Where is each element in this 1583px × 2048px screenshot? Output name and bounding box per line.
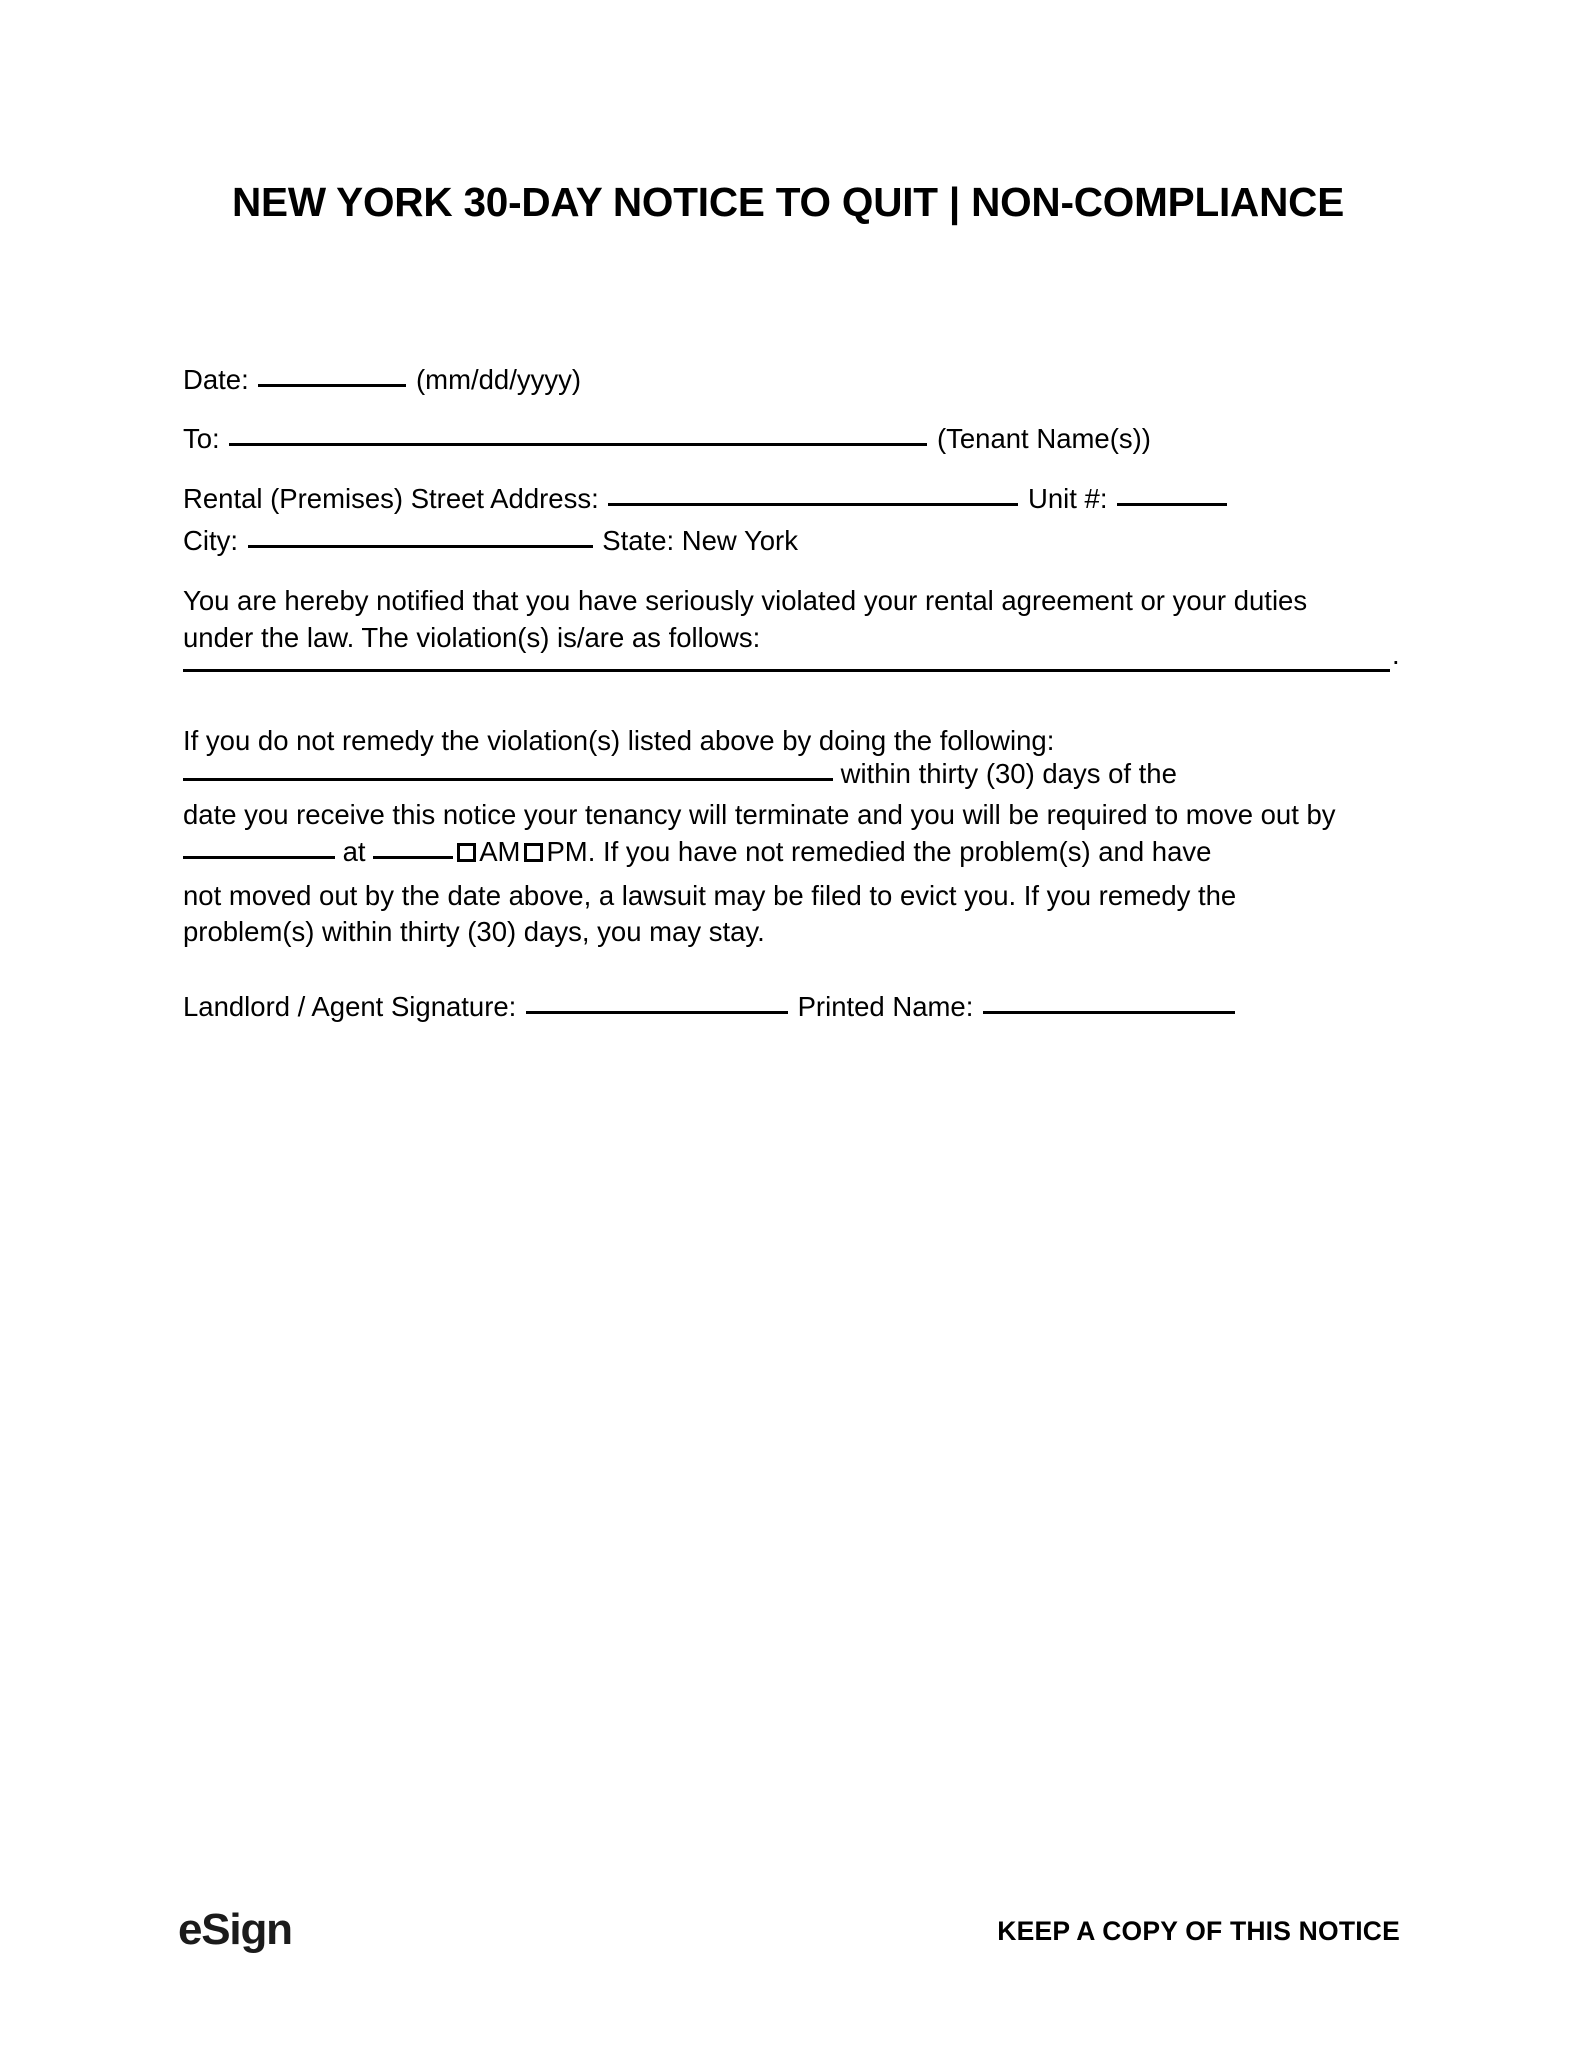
printed-name-label: Printed Name:	[797, 991, 974, 1022]
date-label: Date:	[183, 364, 249, 395]
signature-row	[183, 993, 1237, 1021]
violation-period: .	[1392, 639, 1400, 670]
pm-label: PM	[546, 836, 588, 867]
tenant-name-hint: (Tenant Name(s))	[936, 423, 1151, 454]
stay-text: problem(s) within thirty (30) days, you may stay.	[183, 916, 765, 947]
page-title: NEW YORK 30-DAY NOTICE TO QUIT | NON-COMPLIANCE	[231, 179, 1345, 225]
esign-logo: eSign	[178, 1905, 292, 1954]
date-input-blank[interactable]	[258, 367, 406, 387]
signature-label: Landlord / Agent Signature:	[183, 991, 517, 1022]
date-row	[183, 366, 581, 394]
city-input-blank[interactable]	[248, 528, 593, 548]
moveout-datetime-row	[183, 838, 1211, 866]
date-format-hint: (mm/dd/yyyy)	[416, 364, 582, 395]
remedy-blank-row	[183, 760, 1177, 788]
notice-paragraph-line-2: under the law. The violation(s) is/are as follows:	[183, 621, 761, 653]
printed-name-input-blank[interactable]	[983, 994, 1235, 1014]
tenant-row	[183, 425, 1151, 453]
unit-label: Unit #:	[1028, 483, 1108, 514]
unit-input-blank[interactable]	[1117, 486, 1227, 506]
pm-checkbox[interactable]	[524, 843, 543, 862]
notice-paragraph-line-1: You are hereby notified that you have seriously violated your rental agreement or your duties	[183, 585, 1308, 616]
city-state-row	[183, 527, 798, 555]
am-label: AM	[479, 836, 521, 867]
moveout-date-input-blank[interactable]	[183, 840, 335, 859]
street-address-label: Rental (Premises) Street Address:	[183, 483, 599, 514]
after-pm-text: . If you have not remedied the problem(s) and have	[587, 836, 1212, 867]
notice-paragraph	[183, 583, 1393, 656]
lawsuit-text: not moved out by the date above, a lawsuit may be filed to evict you. If you remedy the	[183, 880, 1237, 911]
lawsuit-line	[183, 878, 1393, 915]
terminate-text: date you receive this notice your tenancy will terminate and you will be required to move out by	[183, 799, 1336, 830]
moveout-time-input-blank[interactable]	[373, 840, 453, 859]
remedy-action-input-blank[interactable]	[183, 762, 833, 781]
stay-line	[183, 914, 1393, 951]
am-checkbox[interactable]	[457, 843, 476, 862]
signature-input-blank[interactable]	[526, 994, 788, 1014]
to-label: To:	[183, 423, 220, 454]
violation-description-blank[interactable]	[183, 669, 1390, 672]
terminate-line	[183, 797, 1393, 834]
remedy-intro-line	[183, 723, 1393, 760]
tenant-name-input-blank[interactable]	[229, 426, 927, 446]
city-label: City:	[183, 525, 238, 556]
remedy-days-text: within thirty (30) days of the	[833, 758, 1177, 789]
state-value: New York	[681, 525, 798, 556]
state-label: State:	[602, 525, 675, 556]
remedy-intro-text: If you do not remedy the violation(s) listed above by doing the following:	[183, 725, 1055, 756]
street-address-row	[183, 485, 1229, 513]
at-label: at	[335, 836, 374, 867]
street-address-input-blank[interactable]	[608, 486, 1018, 506]
page-footer	[0, 1905, 1583, 1978]
keep-copy-note: KEEP A COPY OF THIS NOTICE	[997, 1916, 1400, 1946]
